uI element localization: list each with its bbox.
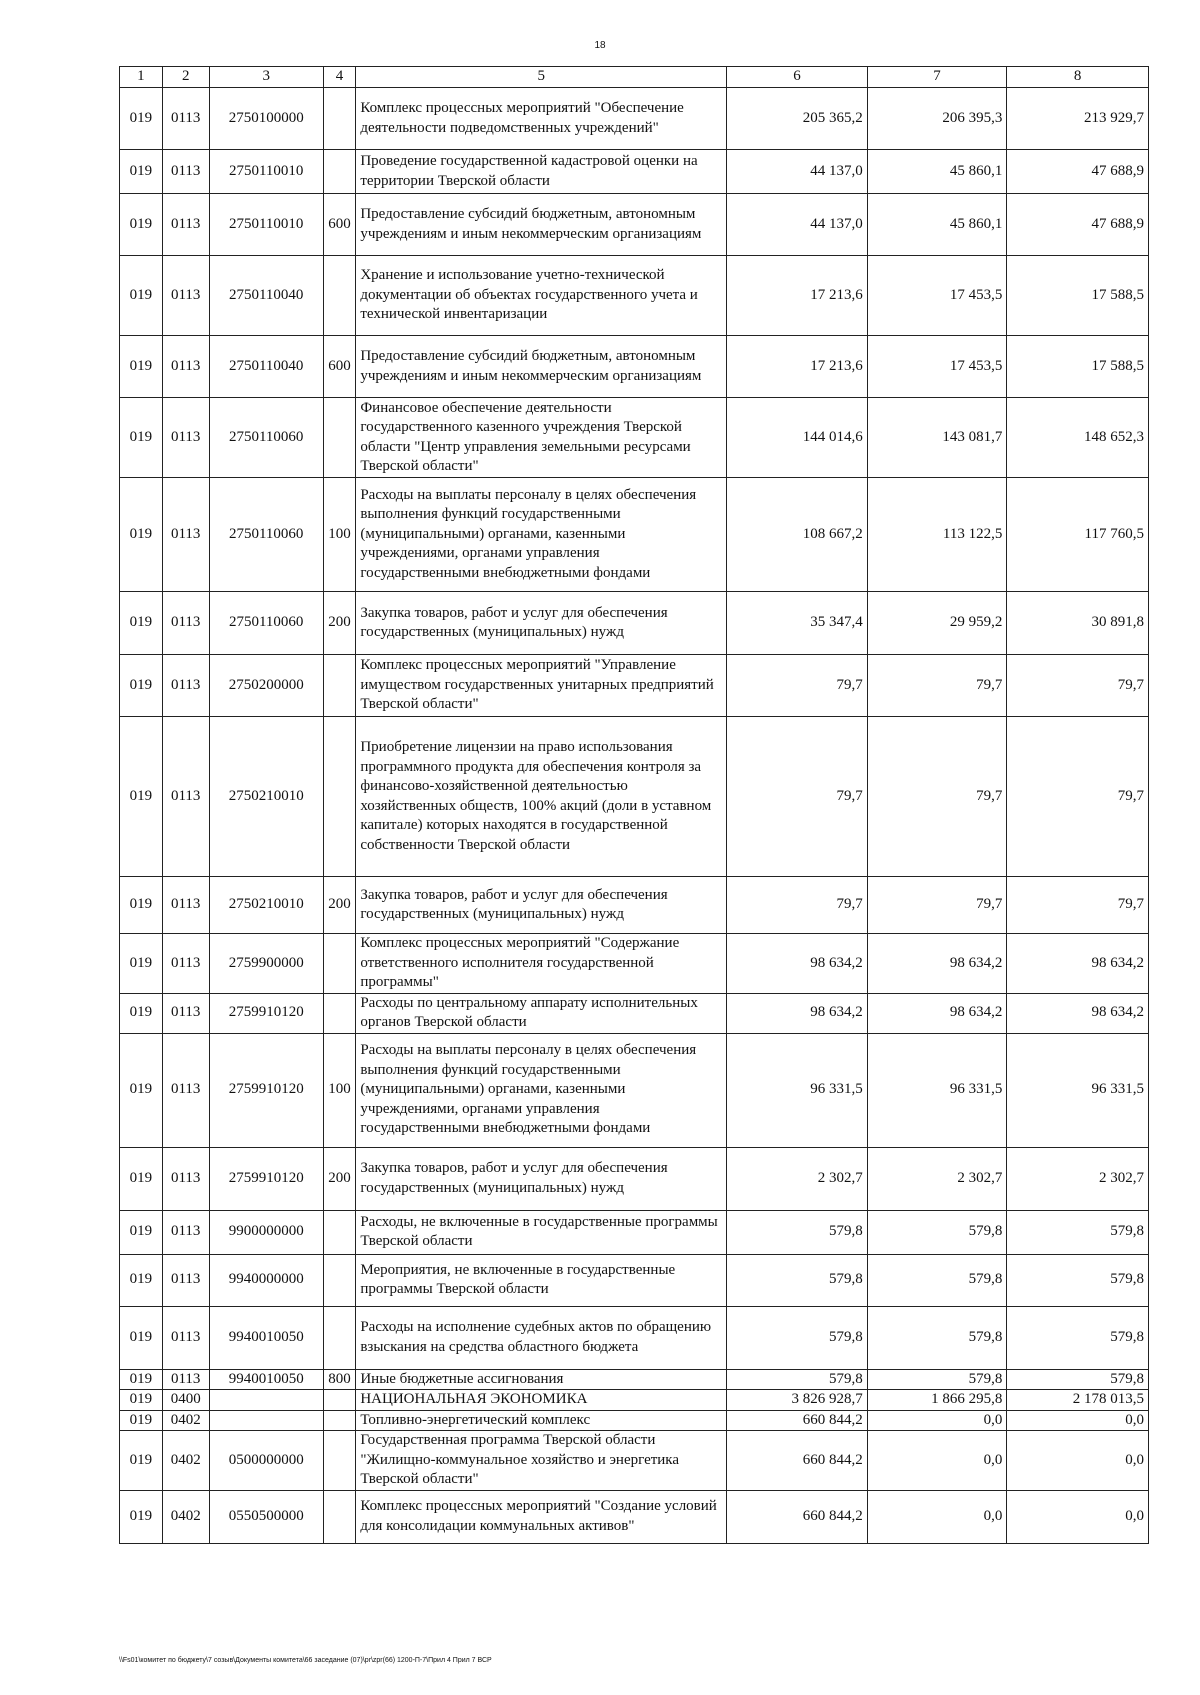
- cell-amount-year1: 98 634,2: [727, 993, 868, 1033]
- cell-admin-code: 019: [120, 1410, 163, 1431]
- table-row: [120, 592, 1149, 655]
- cell-admin-code: 019: [120, 336, 163, 398]
- cell-amount-year1: 44 137,0: [727, 194, 868, 256]
- cell-description: Комплекс процессных мероприятий "Создание условий для консолидации коммунальных активов": [356, 1490, 727, 1543]
- column-header: 8: [1007, 67, 1149, 88]
- cell-amount-year2: 1 866 295,8: [867, 1390, 1007, 1411]
- cell-amount-year1: 79,7: [727, 655, 868, 717]
- table-row: [120, 993, 1149, 1033]
- cell-section-code: 0113: [162, 336, 209, 398]
- cell-target-code: 9940010050: [209, 1306, 323, 1369]
- cell-description: Закупка товаров, работ и услуг для обеспечения государственных (муниципальных) нужд: [356, 592, 727, 655]
- cell-amount-year1: 660 844,2: [727, 1431, 868, 1491]
- column-header: 4: [323, 67, 356, 88]
- cell-amount-year1: 579,8: [727, 1369, 868, 1390]
- cell-amount-year3: 30 891,8: [1007, 592, 1149, 655]
- cell-admin-code: 019: [120, 478, 163, 592]
- cell-amount-year2: 98 634,2: [867, 993, 1007, 1033]
- cell-expense-type: [323, 1490, 356, 1543]
- cell-amount-year3: 79,7: [1007, 717, 1149, 877]
- cell-section-code: 0113: [162, 1254, 209, 1306]
- cell-amount-year2: 45 860,1: [867, 150, 1007, 194]
- column-number-row: [120, 67, 1149, 88]
- cell-amount-year2: 579,8: [867, 1210, 1007, 1254]
- cell-amount-year2: 113 122,5: [867, 478, 1007, 592]
- cell-section-code: 0113: [162, 88, 209, 150]
- cell-target-code: 2750210010: [209, 717, 323, 877]
- cell-expense-type: [323, 1431, 356, 1491]
- column-header: 6: [727, 67, 868, 88]
- cell-description: Расходы по центральному аппарату исполнительных органов Тверской области: [356, 993, 727, 1033]
- cell-section-code: 0402: [162, 1410, 209, 1431]
- cell-expense-type: [323, 88, 356, 150]
- table-row: [120, 256, 1149, 336]
- table-row: [120, 194, 1149, 256]
- cell-expense-type: 600: [323, 336, 356, 398]
- cell-amount-year2: 579,8: [867, 1369, 1007, 1390]
- cell-admin-code: 019: [120, 592, 163, 655]
- cell-amount-year1: 579,8: [727, 1306, 868, 1369]
- cell-target-code: 9940000000: [209, 1254, 323, 1306]
- cell-admin-code: 019: [120, 717, 163, 877]
- cell-target-code: 2750110060: [209, 592, 323, 655]
- cell-section-code: 0113: [162, 717, 209, 877]
- cell-section-code: 0113: [162, 1147, 209, 1210]
- table-row: [120, 336, 1149, 398]
- cell-admin-code: 019: [120, 934, 163, 994]
- cell-amount-year2: 17 453,5: [867, 336, 1007, 398]
- cell-amount-year1: 17 213,6: [727, 256, 868, 336]
- cell-description: Топливно-энергетический комплекс: [356, 1410, 727, 1431]
- table-row: [120, 717, 1149, 877]
- cell-amount-year1: 79,7: [727, 717, 868, 877]
- cell-amount-year3: 17 588,5: [1007, 336, 1149, 398]
- cell-description: Закупка товаров, работ и услуг для обеспечения государственных (муниципальных) нужд: [356, 1147, 727, 1210]
- table-row: [120, 1490, 1149, 1543]
- cell-admin-code: 019: [120, 150, 163, 194]
- cell-description: НАЦИОНАЛЬНАЯ ЭКОНОМИКА: [356, 1390, 727, 1411]
- cell-description: Мероприятия, не включенные в государственные программы Тверской области: [356, 1254, 727, 1306]
- cell-section-code: 0113: [162, 592, 209, 655]
- cell-section-code: 0113: [162, 1306, 209, 1369]
- table-row: [120, 478, 1149, 592]
- cell-description: Иные бюджетные ассигнования: [356, 1369, 727, 1390]
- cell-expense-type: 200: [323, 877, 356, 934]
- cell-expense-type: 100: [323, 1033, 356, 1147]
- cell-amount-year2: 17 453,5: [867, 256, 1007, 336]
- cell-amount-year3: 213 929,7: [1007, 88, 1149, 150]
- cell-amount-year2: 0,0: [867, 1431, 1007, 1491]
- cell-admin-code: 019: [120, 1147, 163, 1210]
- page-number: 18: [594, 40, 606, 51]
- cell-amount-year1: 108 667,2: [727, 478, 868, 592]
- cell-target-code: 2750110040: [209, 256, 323, 336]
- cell-admin-code: 019: [120, 256, 163, 336]
- cell-amount-year3: 79,7: [1007, 655, 1149, 717]
- cell-expense-type: 800: [323, 1369, 356, 1390]
- cell-amount-year3: 0,0: [1007, 1490, 1149, 1543]
- cell-admin-code: 019: [120, 1390, 163, 1411]
- cell-amount-year2: 579,8: [867, 1254, 1007, 1306]
- cell-section-code: 0113: [162, 1369, 209, 1390]
- table-row: [120, 1390, 1149, 1411]
- table-row: [120, 1210, 1149, 1254]
- cell-amount-year3: 117 760,5: [1007, 478, 1149, 592]
- table-row: [120, 1033, 1149, 1147]
- cell-admin-code: 019: [120, 1369, 163, 1390]
- cell-target-code: 2759910120: [209, 993, 323, 1033]
- cell-target-code: 2750110040: [209, 336, 323, 398]
- cell-admin-code: 019: [120, 194, 163, 256]
- cell-amount-year3: 579,8: [1007, 1210, 1149, 1254]
- cell-expense-type: 200: [323, 1147, 356, 1210]
- cell-admin-code: 019: [120, 993, 163, 1033]
- cell-section-code: 0113: [162, 655, 209, 717]
- column-header: 1: [120, 67, 163, 88]
- cell-description: Приобретение лицензии на право использования программного продукта для обеспечения контроля за финансово-хозяйственной деятельностью хозяйственных обществ, 100% акций (доли в уставном капитале) которых находятся в государственной собственности Тверской области: [356, 717, 727, 877]
- cell-description: Проведение государственной кадастровой оценки на территории Тверской области: [356, 150, 727, 194]
- table-row: [120, 88, 1149, 150]
- table-row: [120, 1410, 1149, 1431]
- cell-section-code: 0113: [162, 993, 209, 1033]
- cell-section-code: 0113: [162, 1210, 209, 1254]
- cell-target-code: 9900000000: [209, 1210, 323, 1254]
- cell-amount-year1: 579,8: [727, 1254, 868, 1306]
- cell-expense-type: [323, 256, 356, 336]
- cell-admin-code: 019: [120, 1033, 163, 1147]
- cell-section-code: 0113: [162, 478, 209, 592]
- cell-section-code: 0400: [162, 1390, 209, 1411]
- cell-target-code: 0500000000: [209, 1431, 323, 1491]
- cell-target-code: 0550500000: [209, 1490, 323, 1543]
- cell-amount-year2: 0,0: [867, 1490, 1007, 1543]
- cell-amount-year1: 2 302,7: [727, 1147, 868, 1210]
- table-row: [120, 1306, 1149, 1369]
- cell-admin-code: 019: [120, 88, 163, 150]
- cell-expense-type: [323, 717, 356, 877]
- cell-amount-year3: 579,8: [1007, 1369, 1149, 1390]
- cell-expense-type: [323, 150, 356, 194]
- table-row: [120, 150, 1149, 194]
- cell-amount-year2: 79,7: [867, 877, 1007, 934]
- cell-admin-code: 019: [120, 398, 163, 478]
- column-header: 3: [209, 67, 323, 88]
- cell-description: Предоставление субсидий бюджетным, автономным учреждениям и иным некоммерческим организациям: [356, 336, 727, 398]
- table-row: [120, 1147, 1149, 1210]
- cell-description: Расходы на выплаты персоналу в целях обеспечения выполнения функций государственными (муниципальными) органами, казенными учреждениями, органами управления государственными внебюджетными фондами: [356, 1033, 727, 1147]
- cell-description: Комплекс процессных мероприятий "Обеспечение деятельности подведомственных учреждений": [356, 88, 727, 150]
- cell-expense-type: [323, 1306, 356, 1369]
- cell-section-code: 0113: [162, 1033, 209, 1147]
- cell-amount-year1: 35 347,4: [727, 592, 868, 655]
- cell-amount-year3: 98 634,2: [1007, 993, 1149, 1033]
- cell-amount-year2: 79,7: [867, 655, 1007, 717]
- table-row: [120, 934, 1149, 994]
- cell-target-code: 2750200000: [209, 655, 323, 717]
- cell-expense-type: [323, 1390, 356, 1411]
- cell-amount-year1: 579,8: [727, 1210, 868, 1254]
- cell-section-code: 0113: [162, 150, 209, 194]
- cell-admin-code: 019: [120, 877, 163, 934]
- cell-admin-code: 019: [120, 1210, 163, 1254]
- cell-amount-year1: 44 137,0: [727, 150, 868, 194]
- cell-description: Комплекс процессных мероприятий "Содержание ответственного исполнителя государственной программы": [356, 934, 727, 994]
- cell-amount-year2: 96 331,5: [867, 1033, 1007, 1147]
- cell-expense-type: [323, 1254, 356, 1306]
- column-header: 5: [356, 67, 727, 88]
- cell-admin-code: 019: [120, 1490, 163, 1543]
- cell-description: Расходы на исполнение судебных актов по обращению взыскания на средства областного бюджета: [356, 1306, 727, 1369]
- cell-amount-year3: 79,7: [1007, 877, 1149, 934]
- cell-amount-year3: 96 331,5: [1007, 1033, 1149, 1147]
- column-header: 7: [867, 67, 1007, 88]
- cell-amount-year2: 2 302,7: [867, 1147, 1007, 1210]
- cell-target-code: 2750110060: [209, 398, 323, 478]
- cell-target-code: 2750110060: [209, 478, 323, 592]
- cell-section-code: 0402: [162, 1431, 209, 1491]
- cell-amount-year1: 79,7: [727, 877, 868, 934]
- cell-target-code: 2759910120: [209, 1147, 323, 1210]
- cell-target-code: 2750210010: [209, 877, 323, 934]
- cell-amount-year3: 579,8: [1007, 1254, 1149, 1306]
- cell-description: Расходы на выплаты персоналу в целях обеспечения выполнения функций государственными (муниципальными) органами, казенными учреждениями, органами управления государственными внебюджетными фондами: [356, 478, 727, 592]
- cell-expense-type: 200: [323, 592, 356, 655]
- cell-target-code: 2750100000: [209, 88, 323, 150]
- cell-amount-year2: 206 395,3: [867, 88, 1007, 150]
- cell-admin-code: 019: [120, 1306, 163, 1369]
- cell-target-code: 2759910120: [209, 1033, 323, 1147]
- cell-section-code: 0113: [162, 934, 209, 994]
- cell-description: Хранение и использование учетно-технической документации об объектах государственного учета и технической инвентаризации: [356, 256, 727, 336]
- cell-amount-year3: 47 688,9: [1007, 150, 1149, 194]
- cell-expense-type: [323, 993, 356, 1033]
- cell-description: Комплекс процессных мероприятий "Управление имуществом государственных унитарных предприятий Тверской области": [356, 655, 727, 717]
- cell-amount-year2: 29 959,2: [867, 592, 1007, 655]
- cell-section-code: 0113: [162, 256, 209, 336]
- cell-expense-type: [323, 655, 356, 717]
- cell-section-code: 0113: [162, 194, 209, 256]
- cell-amount-year3: 2 178 013,5: [1007, 1390, 1149, 1411]
- table-row: [120, 1431, 1149, 1491]
- cell-amount-year1: 205 365,2: [727, 88, 868, 150]
- cell-amount-year3: 0,0: [1007, 1410, 1149, 1431]
- cell-expense-type: [323, 1410, 356, 1431]
- cell-amount-year3: 148 652,3: [1007, 398, 1149, 478]
- cell-target-code: 2759900000: [209, 934, 323, 994]
- cell-admin-code: 019: [120, 1431, 163, 1491]
- cell-amount-year1: 660 844,2: [727, 1490, 868, 1543]
- cell-description: Закупка товаров, работ и услуг для обеспечения государственных (муниципальных) нужд: [356, 877, 727, 934]
- cell-section-code: 0113: [162, 877, 209, 934]
- table-row: [120, 877, 1149, 934]
- cell-amount-year2: 45 860,1: [867, 194, 1007, 256]
- table-row: [120, 1254, 1149, 1306]
- cell-amount-year1: 96 331,5: [727, 1033, 868, 1147]
- cell-amount-year3: 2 302,7: [1007, 1147, 1149, 1210]
- cell-amount-year1: 144 014,6: [727, 398, 868, 478]
- cell-target-code: [209, 1390, 323, 1411]
- cell-description: Финансовое обеспечение деятельности государственного казенного учреждения Тверской области "Центр управления земельными ресурсами Тверской области": [356, 398, 727, 478]
- cell-description: Предоставление субсидий бюджетным, автономным учреждениям и иным некоммерческим организациям: [356, 194, 727, 256]
- cell-admin-code: 019: [120, 1254, 163, 1306]
- cell-amount-year2: 98 634,2: [867, 934, 1007, 994]
- cell-amount-year2: 143 081,7: [867, 398, 1007, 478]
- cell-amount-year1: 98 634,2: [727, 934, 868, 994]
- cell-expense-type: 100: [323, 478, 356, 592]
- table-row: [120, 1369, 1149, 1390]
- cell-amount-year2: 79,7: [867, 717, 1007, 877]
- cell-amount-year2: 579,8: [867, 1306, 1007, 1369]
- cell-expense-type: 600: [323, 194, 356, 256]
- cell-amount-year3: 98 634,2: [1007, 934, 1149, 994]
- footer-file-path: \\Fs01\комитет по бюджету\7 созыв\Документы комитета\66 заседание (07)\pr\zpr(66) 1200-П-7\Прил 4 Прил 7 ВСР: [119, 1657, 492, 1664]
- cell-target-code: 2750110010: [209, 150, 323, 194]
- cell-section-code: 0402: [162, 1490, 209, 1543]
- cell-amount-year3: 0,0: [1007, 1431, 1149, 1491]
- budget-table: [119, 66, 1149, 1544]
- cell-amount-year3: 17 588,5: [1007, 256, 1149, 336]
- cell-expense-type: [323, 1210, 356, 1254]
- cell-expense-type: [323, 934, 356, 994]
- cell-description: Расходы, не включенные в государственные программы Тверской области: [356, 1210, 727, 1254]
- cell-section-code: 0113: [162, 398, 209, 478]
- table-row: [120, 655, 1149, 717]
- cell-amount-year3: 579,8: [1007, 1306, 1149, 1369]
- cell-target-code: [209, 1410, 323, 1431]
- cell-amount-year2: 0,0: [867, 1410, 1007, 1431]
- cell-description: Государственная программа Тверской области "Жилищно-коммунальное хозяйство и энергетика Тверской области": [356, 1431, 727, 1491]
- cell-target-code: 9940010050: [209, 1369, 323, 1390]
- cell-amount-year1: 3 826 928,7: [727, 1390, 868, 1411]
- cell-admin-code: 019: [120, 655, 163, 717]
- cell-amount-year1: 660 844,2: [727, 1410, 868, 1431]
- cell-target-code: 2750110010: [209, 194, 323, 256]
- cell-amount-year1: 17 213,6: [727, 336, 868, 398]
- column-header: 2: [162, 67, 209, 88]
- cell-expense-type: [323, 398, 356, 478]
- cell-amount-year3: 47 688,9: [1007, 194, 1149, 256]
- table-row: [120, 398, 1149, 478]
